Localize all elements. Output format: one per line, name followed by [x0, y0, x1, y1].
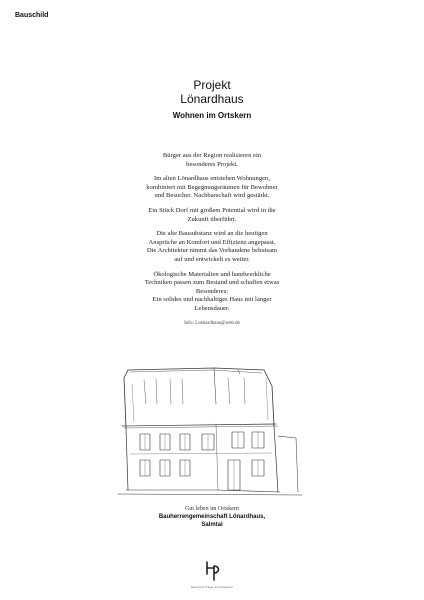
paragraph-4: [112, 230, 312, 264]
text-line: Ein Stück Dorf mit großem Potential wird in die: [148, 206, 276, 214]
text-line: Besonderes:: [195, 287, 229, 295]
text-line: Ökologische Materialien und handwerkliche: [153, 270, 271, 278]
logo-wordmark: Heinzelt Page Architekten: [191, 585, 233, 589]
description-text: [112, 152, 312, 334]
text-line: Bürger aus der Region realisieren ein: [162, 152, 262, 159]
hp-monogram-icon: [202, 560, 222, 582]
footer-owner: Bauherrengemeinschaft Lönardhaus,: [158, 514, 266, 520]
paragraph-1: [112, 152, 312, 169]
text-line: auf und entwickelt es weiter.: [174, 255, 250, 263]
house-sketch: [116, 364, 308, 499]
sign-label: Bauschild: [15, 12, 49, 19]
text-line: Im alten Lönardhaus entstehen Wohnungen,: [154, 175, 270, 183]
text-line: Lebensdauer.: [194, 304, 230, 312]
project-title: [0, 78, 424, 106]
text-line: kombiniert mit Begegnungsräumen für Bewohner: [146, 183, 278, 191]
footer-location: Salmtal: [201, 522, 223, 528]
text-line: besonderes Projekt.: [186, 160, 238, 168]
text-line: Die alte Bausubstanz wird an die heutigen: [156, 230, 268, 238]
paragraph-2: [112, 175, 312, 201]
project-subtitle: Wohnen im Ortskern: [172, 111, 252, 120]
project-title-line1: Projekt: [193, 78, 231, 92]
footer-caption: [0, 505, 424, 529]
paragraph-5: [112, 271, 312, 314]
text-line: Ein solides und nachhaltiges Haus mit langer: [152, 296, 272, 304]
footer-tagline: Gut leben im Ortskern: [185, 506, 239, 512]
text-line: Ansprüche an Komfort und Effizienz angepasst.: [148, 238, 276, 246]
project-title-line2: Lönardhaus: [180, 92, 244, 106]
text-line: Techniken passen zum Bestand und schaffen etwas: [144, 279, 280, 287]
text-line: und Besucher. Nachbarschaft wird gestärkt.: [154, 192, 270, 200]
text-line: Zukunft überführt.: [187, 215, 237, 223]
contact-info: Info: Loenardhaus@web.de: [184, 320, 240, 326]
paragraph-3: [112, 207, 312, 224]
text-line: Die Architektur nimmt das Vorhandene behutsam: [146, 247, 278, 255]
